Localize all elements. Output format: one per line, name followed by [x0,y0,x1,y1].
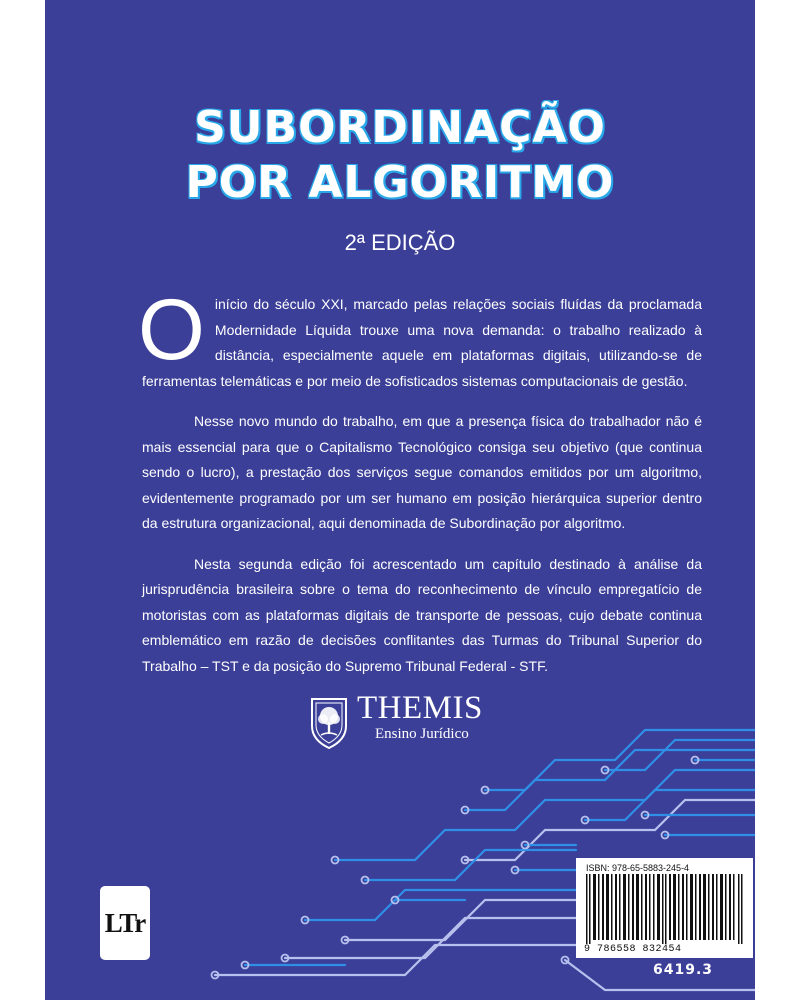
synopsis [138,282,702,694]
edition-label: 2ª EDIÇÃO [344,230,456,255]
logo-subtitle: Ensino Jurídico [375,726,469,742]
logo-name: THEMIS [357,690,483,726]
drop-cap-letter: O [138,282,205,378]
book-back-cover [45,0,755,1000]
publisher-logo-ltr: LTr [100,886,150,960]
themis-logo [309,690,509,752]
synopsis-paragraph-2: Nesse novo mundo do trabalho, em que a presença física do trabalhador não é mais essencial para que o Capitalismo Tecnológico consiga seu objetivo (que continua sendo o lucro), a prestação dos serviços segue comandos emitidos por um algoritmo, evidentemente programado por um ser humano em posição hierárquica superior dentro da estrutura organizacional, aqui denominada de Subordinação por algoritmo. [142,413,702,531]
synopsis-paragraph-1-text: início do século XXI, marcado pelas relações sociais fluídas da proclamada Modernidade Líquida trouxe uma nova demanda: o trabalho realizado à distância, especialmente aquele em plataformas digitais, utilizando-se de ferramentas telemáticas e por meio de sofisticados sistemas computacionais de gestão. [142,296,702,389]
barcode-bars [584,874,746,944]
product-code: 6419.3 [653,962,714,978]
isbn-barcode [576,858,753,958]
synopsis-paragraph-3: Nesta segunda edição foi acrescentado um capítulo destinado à análise da jurisprudência brasileira sobre o tema do reconhecimento de vínculo empregatício de motoristas com as plataformas digitais de transporte de pessoas, cujo debate continua emblemático em razão de decisões conflitantes das Turmas do Tribunal Superior do Trabalho – TST e da posição do Supremo Tribunal Federal - STF. [142,555,702,674]
book-title-line-2: POR ALGORITMO [185,157,615,208]
barcode-digits: 9 786558 832454 [584,944,682,955]
book-title-line-1: SUBORDINAÇÃO [194,102,606,153]
tree-shield-icon [309,696,349,750]
synopsis-paragraph-1 [138,282,702,394]
isbn-number: ISBN: 978-65-5883-245-4 [586,863,690,873]
